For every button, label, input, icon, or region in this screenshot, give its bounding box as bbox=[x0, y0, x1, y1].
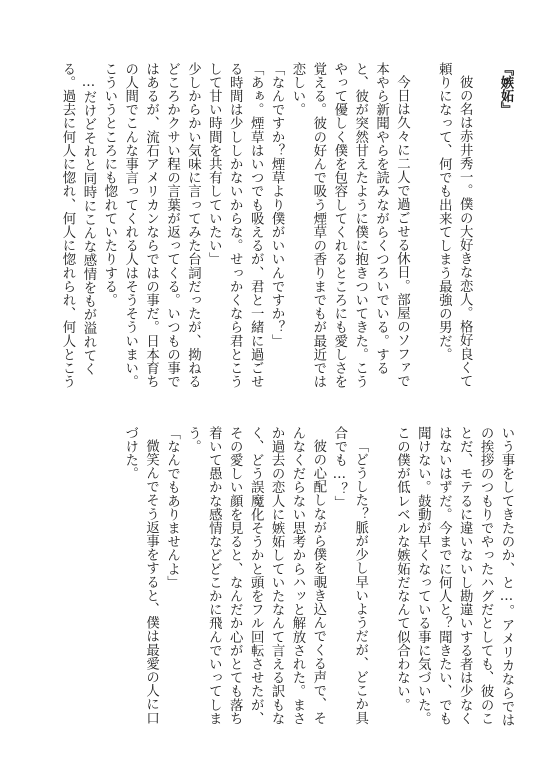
scene-break bbox=[412, 62, 433, 395]
paragraph: 今日は久々に二人で過ごせる休日。部屋のソファで本やら新聞やらを読みながらくつろいでいる。すると、彼が突然甘えたように僕に抱きついてきた。こうやって優しく僕を包容してくれるところにも愛しさを覚える。彼の好んで吸う煙草の香りまでもが最近では恋しい。 bbox=[289, 62, 410, 389]
paragraph: 彼の名は赤井秀一。僕の大好きな恋人。格好良くて頼りになって、何でも出来てしまう最強の男だ。 bbox=[436, 62, 473, 389]
paragraph: 彼の心配しながら僕を覗き込んでくる声で、そんなくだらない思考からハッと解放された。まさか過去の恋人に嫉妬していたなんて言える訳もなく、どう誤魔化そうかと頭をフル回転させたが、その愛しい顔を見ると、なんだか心がとても落ち着いて愚かな感情などどこかに飛んでいってしまう。 bbox=[185, 426, 326, 726]
dialogue-line: 「どうした？脈が少し早いようだが、どこか具合でも…？」 bbox=[331, 426, 368, 725]
dialogue-line: 「あぁ。煙草はいつでも吸えるが、君と一緒に過ごせる時間は少ししかないからな。せっかくなら君とこうして甘い時間を共有していたい」 bbox=[206, 62, 264, 389]
top-text-block bbox=[36, 62, 516, 395]
paragraph-gap bbox=[370, 426, 391, 731]
paragraph-continued: いう事をしてきたのか、と…。アメリカならではの挨拶のつもりでやったハグだとしても、彼のことだ、モテるに違いないし勘違いする者は少なくはないはずだ。今までに何人と？聞きたい、でも聞けない。鼓動が早くなっている事に気づいた。この僕が低レベルな嫉妬だなんて似合わない。 bbox=[394, 426, 514, 727]
story-title: 『嫉妬』 bbox=[498, 62, 514, 117]
bottom-text-block bbox=[36, 426, 516, 731]
title-gap bbox=[474, 62, 495, 395]
paragraph: 微笑んでそう返事をすると、僕は最愛の人に口づけた。 bbox=[122, 426, 159, 725]
paragraph: …だけどそれと同時にこんな感情をもが溢れてくる。過去に何人に惚れ、何人に惚れられ、何人とこう bbox=[60, 62, 96, 389]
paragraph: 少しからかい気味に言ってみた台詞だったが、拗ねるどころかクサい程の言葉が返ってくる。いつもの事ではあるが、流石アメリカンならではの事だ。日本育ちの人間でこんな事言ってくれる人はそうそういまい。こういうところにも惚れていたりする。 bbox=[101, 62, 201, 389]
dialogue-line: 「なんですか？煙草より僕がいいんですか？」 bbox=[269, 62, 285, 348]
dialogue-line: 「なんでもありませんよ」 bbox=[164, 426, 180, 590]
